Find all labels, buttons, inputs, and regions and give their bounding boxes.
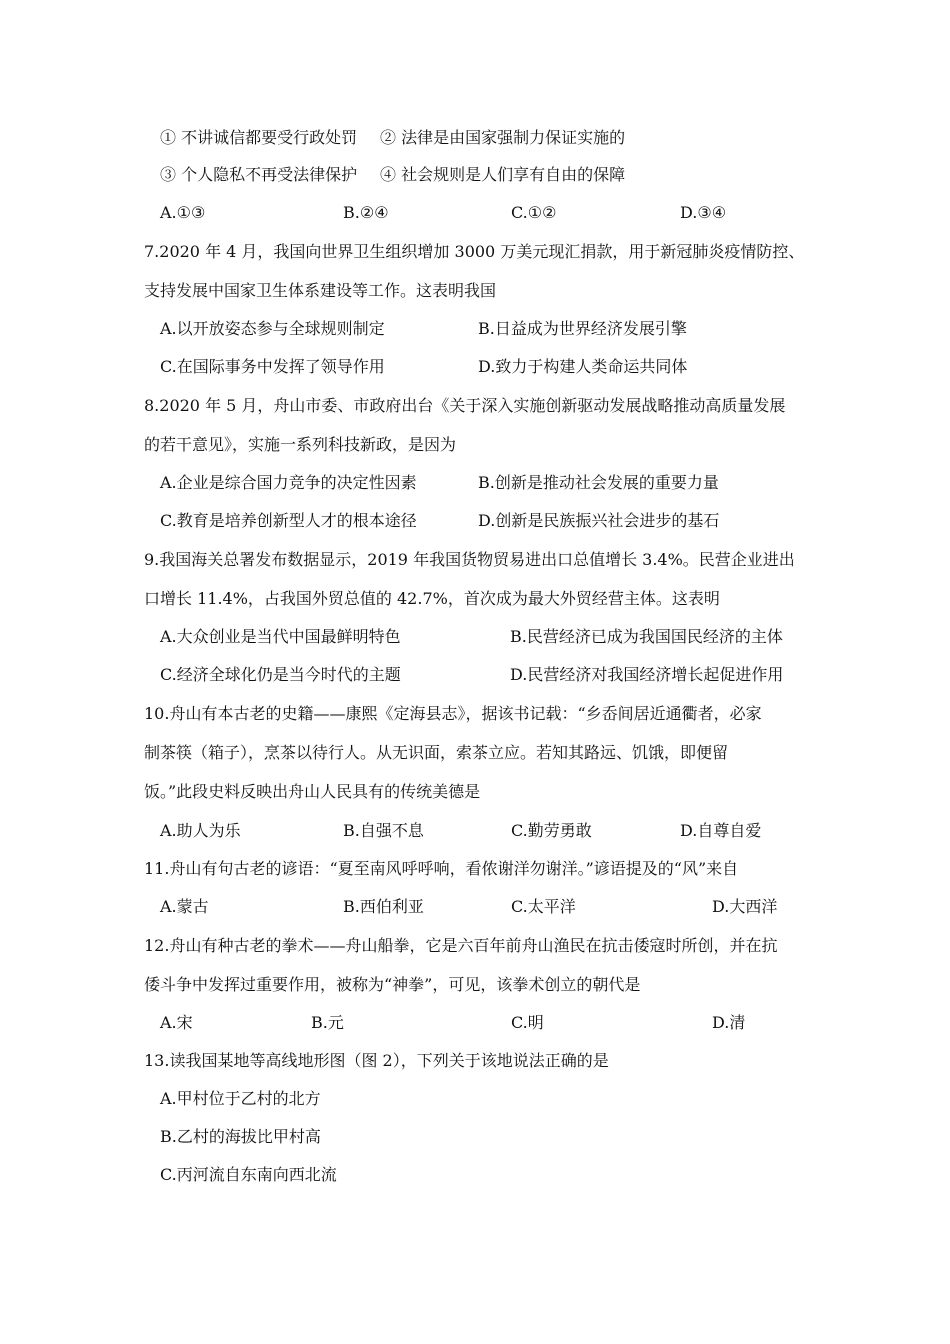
q9-text-line-2: 口增长 11.4%，占我国外贸总值的 42.7%，首次成为最大外贸经营主体。这表明	[144, 589, 720, 608]
q7-option-a: A.以开放姿态参与全球规则制定	[160, 319, 385, 338]
q8-text-line-2: 的若干意见》，实施一系列科技新政，是因为	[144, 435, 457, 454]
q12-option-a: A.宋	[160, 1013, 193, 1032]
q13-option-a: A.甲村位于乙村的北方	[160, 1089, 321, 1108]
q9-option-d: D.民营经济对我国经济增长起促进作用	[510, 665, 784, 684]
q12-option-b: B.元	[311, 1013, 344, 1032]
q8-option-b: B.创新是推动社会发展的重要力量	[478, 473, 719, 492]
q8-option-c: C.教育是培养创新型人才的根本途径	[160, 511, 417, 530]
q8-text-line-1: 8.2020 年 5 月，舟山市委、市政府出台《关于深入实施创新驱动发展战略推动高质量发展	[144, 396, 786, 415]
q10-option-d: D.自尊自爱	[680, 821, 762, 840]
q10-text-line-1: 10.舟山有本古老的史籍——康熙《定海县志》，据该书记载：“乡岙间居近通衢者，必家	[144, 704, 762, 723]
q10-text-line-3: 饭。”此段史料反映出舟山人民具有的传统美德是	[144, 782, 481, 801]
q13-option-b: B.乙村的海拔比甲村高	[160, 1127, 321, 1146]
q6-statement-2: ② 法律是由国家强制力保证实施的	[380, 128, 626, 147]
q11-option-a: A.蒙古	[160, 897, 209, 916]
q11-option-b: B.西伯利亚	[343, 897, 424, 916]
q6-statement-4: ④ 社会规则是人们享有自由的保障	[380, 165, 626, 184]
q11-option-d: D.大西洋	[712, 897, 778, 916]
q6-statement-1: ① 不讲诚信都要受行政处罚	[160, 128, 358, 147]
q10-option-b: B.自强不息	[343, 821, 424, 840]
q6-option-a: A.①③	[160, 203, 206, 222]
q10-option-c: C.勤劳勇敢	[511, 821, 592, 840]
q13-option-c: C.丙河流自东南向西北流	[160, 1165, 337, 1184]
q9-text-line-1: 9.我国海关总署发布数据显示，2019 年我国货物贸易进出口总值增长 3.4%。民营企业进出	[144, 550, 795, 569]
q7-option-b: B.日益成为世界经济发展引擎	[478, 319, 687, 338]
q11-text-line-1: 11.舟山有句古老的谚语：“夏至南风呼呼响，看侬谢洋勿谢洋。”谚语提及的“风”来自	[144, 859, 739, 878]
q6-statement-3: ③ 个人隐私不再受法律保护	[160, 165, 358, 184]
q9-option-c: C.经济全球化仍是当今时代的主题	[160, 665, 401, 684]
q6-option-c: C.①②	[511, 203, 557, 222]
q13-text-line-1: 13.读我国某地等高线地形图（图 2），下列关于该地说法正确的是	[144, 1051, 609, 1070]
q12-option-d: D.清	[712, 1013, 746, 1032]
q9-option-a: A.大众创业是当代中国最鲜明特色	[160, 627, 401, 646]
q12-text-line-2: 倭斗争中发挥过重要作用，被称为“神拳”，可见，该拳术创立的朝代是	[144, 975, 641, 994]
q7-option-c: C.在国际事务中发挥了领导作用	[160, 357, 385, 376]
q8-option-d: D.创新是民族振兴社会进步的基石	[478, 511, 720, 530]
q6-option-d: D.③④	[680, 203, 727, 222]
q10-option-a: A.助人为乐	[160, 821, 241, 840]
q8-option-a: A.企业是综合国力竞争的决定性因素	[160, 473, 417, 492]
q12-text-line-1: 12.舟山有种古老的拳术——舟山船拳，它是六百年前舟山渔民在抗击倭寇时所创，并在抗	[144, 936, 778, 955]
q6-option-b: B.②④	[343, 203, 389, 222]
q9-option-b: B.民营经济已成为我国国民经济的主体	[510, 627, 783, 646]
q11-option-c: C.太平洋	[511, 897, 576, 916]
q7-option-d: D.致力于构建人类命运共同体	[478, 357, 688, 376]
q12-option-c: C.明	[511, 1013, 544, 1032]
q7-text-line-1: 7.2020 年 4 月，我国向世界卫生组织增加 3000 万美元现汇捐款，用于新冠肺炎疫情防控、	[144, 242, 805, 261]
q10-text-line-2: 制茶筷（箱子），烹茶以待行人。从无识面，索茶立应。若知其路远、饥饿，即便留	[144, 743, 729, 762]
q7-text-line-2: 支持发展中国家卫生体系建设等工作。这表明我国	[144, 281, 497, 300]
